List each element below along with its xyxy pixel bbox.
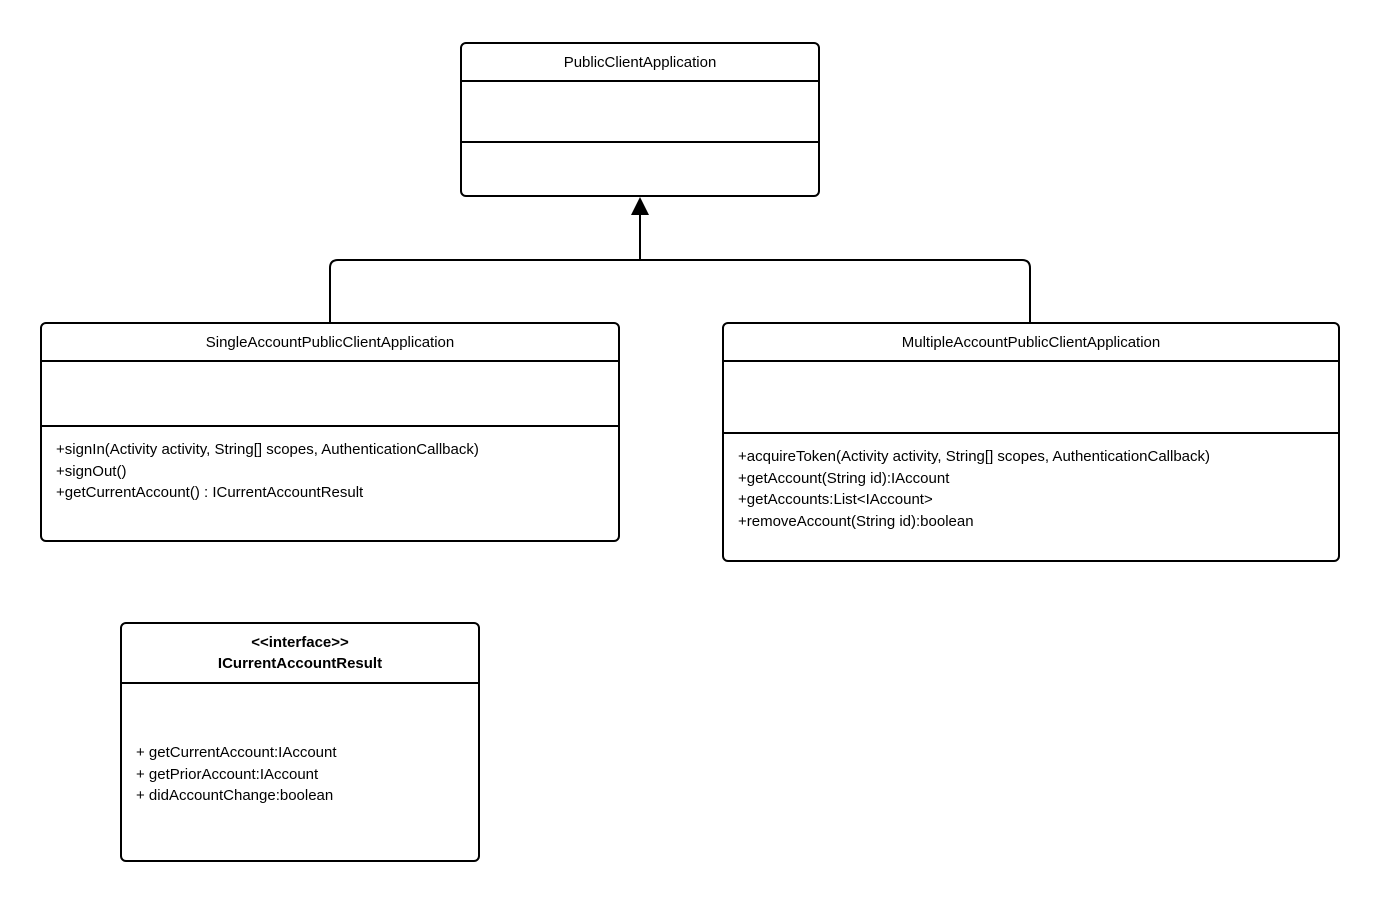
class-multiple-account-public-client-application [722,322,1340,562]
class-name-text: PublicClientApplication [563,53,717,71]
methods-compartment [122,682,478,860]
interface-title [122,624,478,682]
class-title [42,324,618,360]
inheritance-arrow-icon [631,197,649,215]
connector-right-branch [640,260,1030,322]
attributes-compartment [462,80,818,141]
method-get-account: +getAccount(String id):IAccount [738,469,950,487]
method-get-accounts: +getAccounts:List<IAccount> [738,491,933,508]
class-title [724,324,1338,360]
attributes-compartment [724,360,1338,432]
property-get-current-account: + getCurrentAccount:IAccount [136,744,337,761]
methods-compartment [462,141,818,195]
interface-stereotype-text: <<interface>> [251,634,349,651]
property-did-account-change: + didAccountChange:boolean [136,787,334,804]
methods-compartment [724,432,1338,560]
method-signout: +signOut() [56,462,127,480]
class-name-text: SingleAccountPublicClientApplication [205,333,455,351]
class-title [462,44,818,80]
method-acquire-token: +acquireToken(Activity activity, String[] scopes, AuthenticationCallback) [738,448,1211,465]
class-public-client-application [460,42,820,197]
method-get-current-account: +getCurrentAccount() : ICurrentAccountResult [56,484,364,501]
class-name-text: MultipleAccountPublicClientApplication [901,333,1161,351]
attributes-compartment [42,360,618,425]
interface-icurrent-account-result [120,622,480,862]
property-get-prior-account: + getPriorAccount:IAccount [136,765,319,783]
method-remove-account: +removeAccount(String id):boolean [738,512,974,530]
class-single-account-public-client-application [40,322,620,542]
interface-name-text: ICurrentAccountResult [217,655,383,672]
connector-left-branch [330,260,640,322]
methods-compartment [42,425,618,540]
method-signin: +signIn(Activity activity, String[] scopes, AuthenticationCallback) [56,441,479,458]
